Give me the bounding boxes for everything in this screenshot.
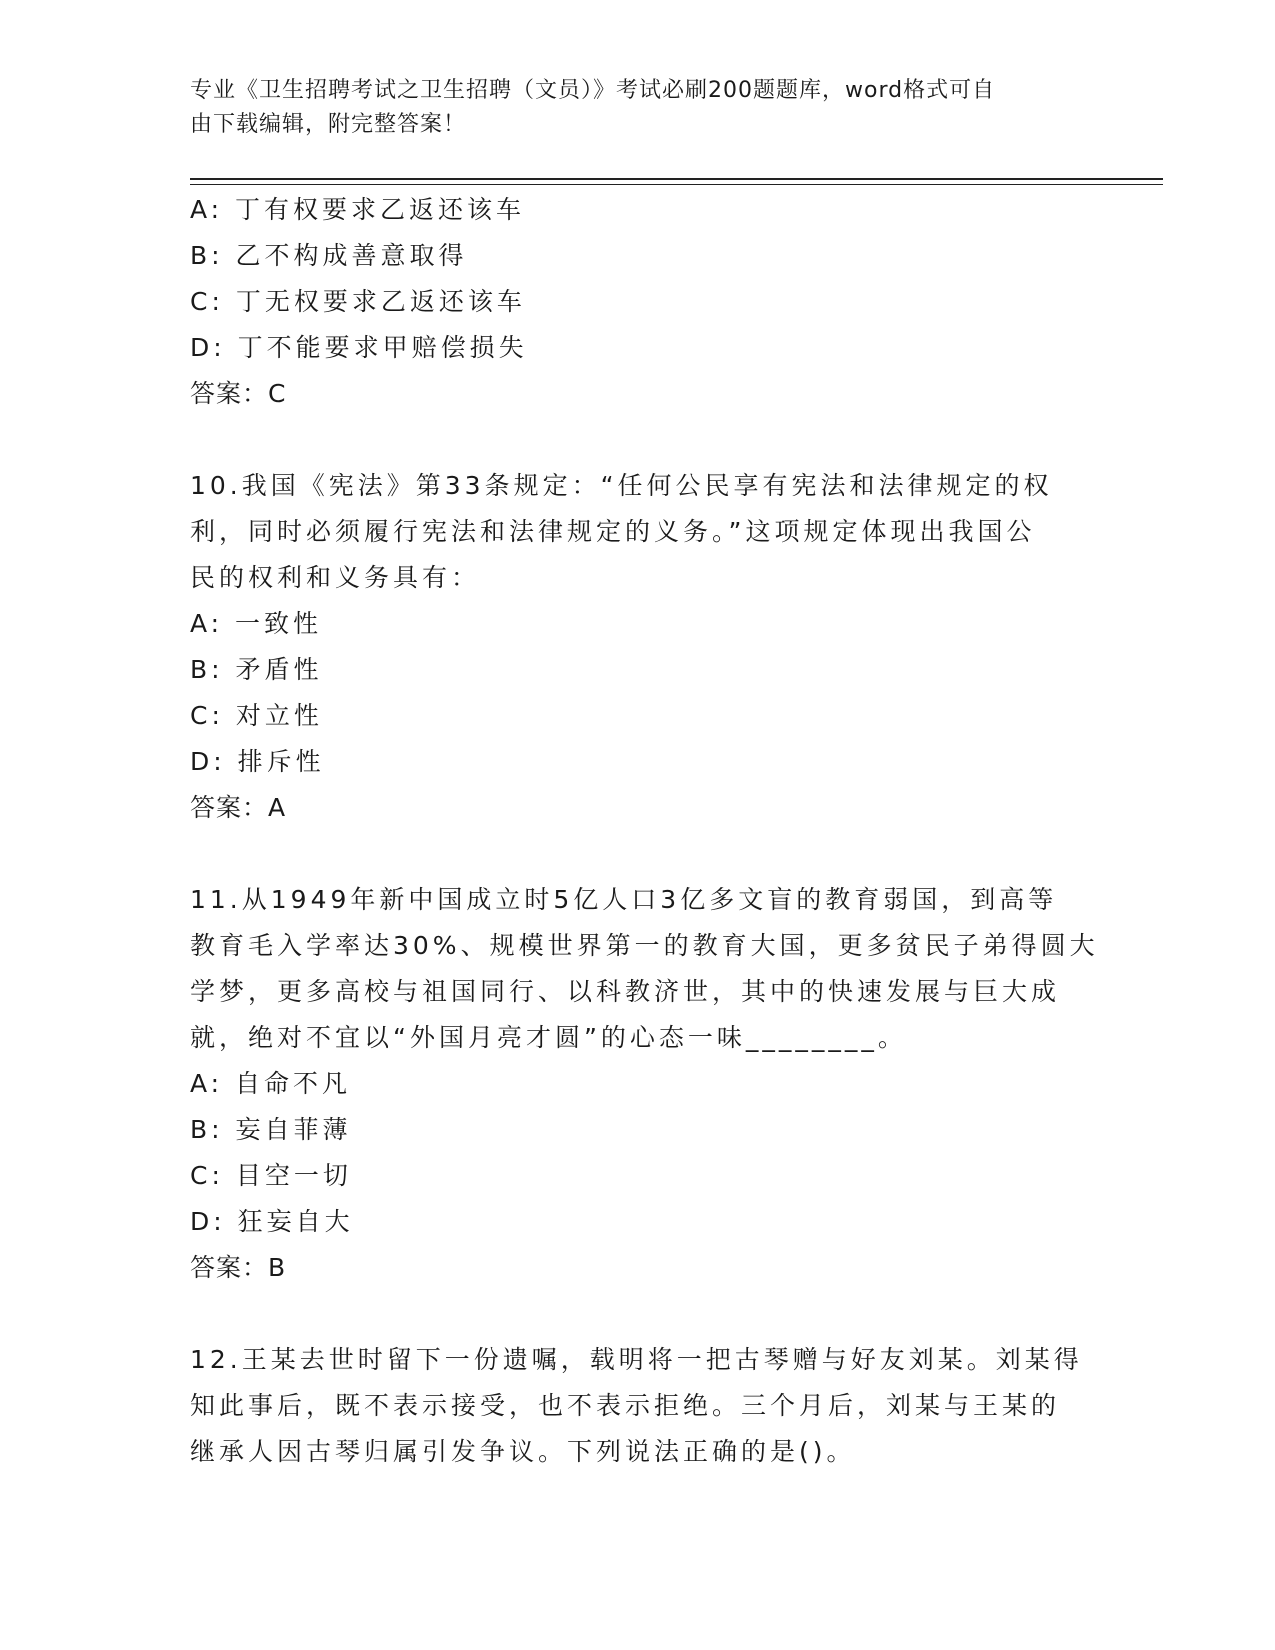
option-a: A: 丁有权要求乙返还该车: [190, 195, 526, 224]
option-c: C: 丁无权要求乙返还该车: [190, 287, 526, 316]
header-line-2: 由下载编辑，附完整答案！: [190, 112, 467, 137]
question-list: [190, 187, 1099, 1475]
spacer: [190, 831, 1090, 877]
option-d: D: 狂妄自大: [190, 1207, 354, 1236]
question-text: 民的权利和义务具有：: [190, 563, 481, 592]
question-text: 继承人因古琴归属引发争议。下列说法正确的是()。: [190, 1437, 856, 1466]
question-text: 教育毛入学率达30%、规模世界第一的教育大国，更多贫民子弟得圆大: [190, 931, 1099, 960]
answer: 答案：B: [190, 1253, 287, 1282]
option-c: C: 目空一切: [190, 1161, 352, 1190]
question-text: 利，同时必须履行宪法和法律规定的义务。”这项规定体现出我国公: [190, 517, 1036, 546]
option-b: B: 妄自菲薄: [190, 1115, 352, 1144]
option-d: D: 丁不能要求甲赔偿损失: [190, 333, 528, 362]
question-text: 11.从1949年新中国成立时5亿人口3亿多文盲的教育弱国，到高等: [190, 885, 1058, 914]
spacer: [190, 1291, 1090, 1337]
option-d: D: 排斥性: [190, 747, 325, 776]
option-b: B: 矛盾性: [190, 655, 323, 684]
spacer: [190, 417, 1090, 463]
question-text: 12.王某去世时留下一份遗嘱，载明将一把古琴赠与好友刘某。刘某得: [190, 1345, 1083, 1374]
header-divider-thick: [190, 178, 1163, 180]
document-header: [190, 74, 1090, 142]
option-a: A: 自命不凡: [190, 1069, 352, 1098]
answer: 答案：A: [190, 793, 287, 822]
answer: 答案：C: [190, 379, 287, 408]
option-c: C: 对立性: [190, 701, 323, 730]
question-text: 学梦，更多高校与祖国同行、以科教济世，其中的快速发展与巨大成: [190, 977, 1061, 1006]
question-text: 就，绝对不宜以“外国月亮才圆”的心态一味________。: [190, 1023, 907, 1052]
question-text: 知此事后，既不表示接受，也不表示拒绝。三个月后，刘某与王某的: [190, 1391, 1061, 1420]
header-divider-thin: [190, 184, 1163, 185]
question-text: 10.我国《宪法》第33条规定：“任何公民享有宪法和法律规定的权: [190, 471, 1053, 500]
option-b: B: 乙不构成善意取得: [190, 241, 468, 270]
header-line-1: 专业《卫生招聘考试之卫生招聘（文员）》考试必刷200题题库，word格式可自: [190, 78, 996, 103]
option-a: A: 一致性: [190, 609, 323, 638]
